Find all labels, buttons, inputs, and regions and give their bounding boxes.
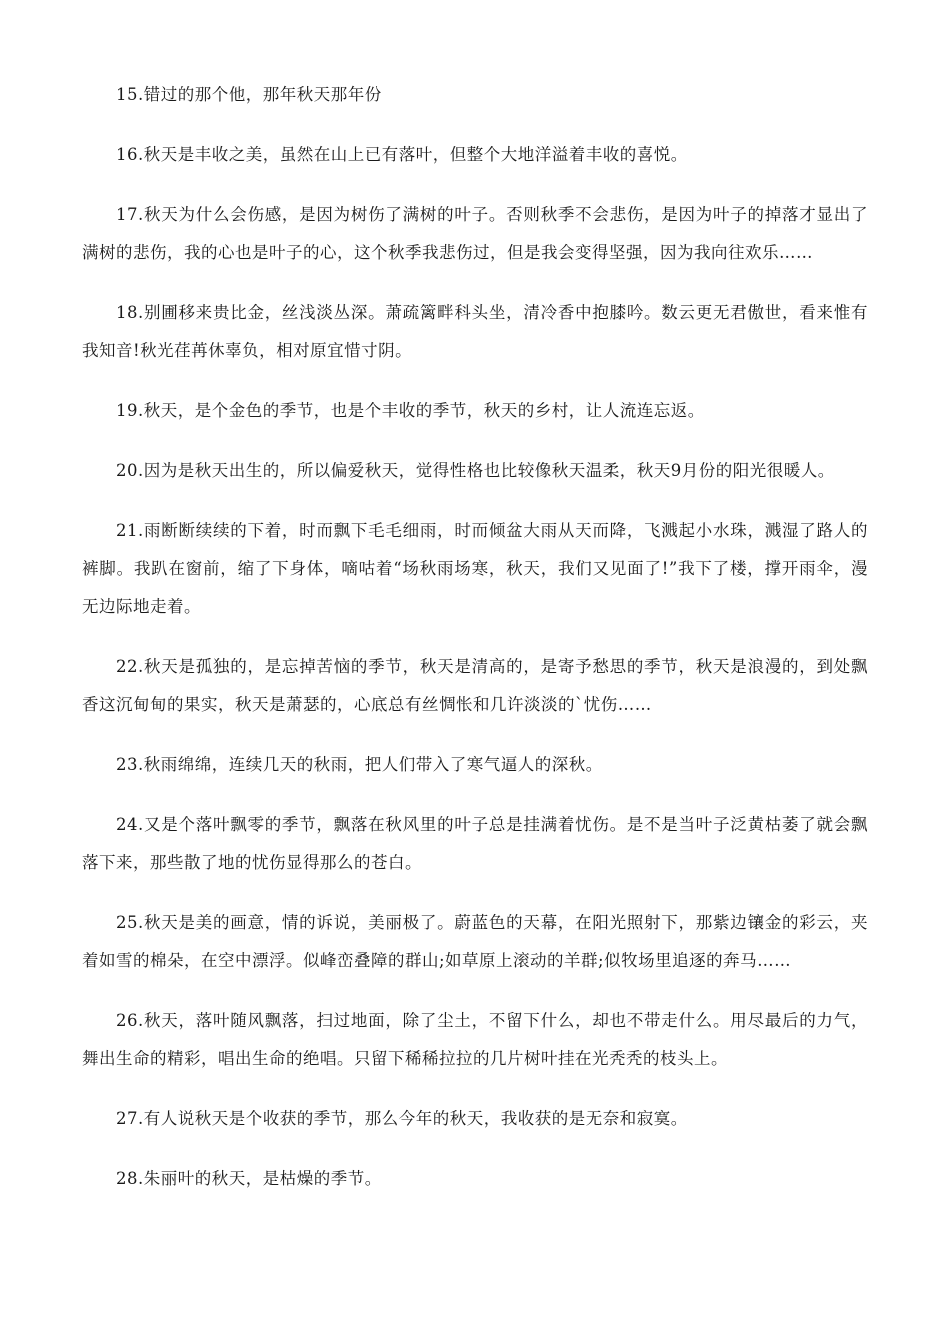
paragraph-17: 17.秋天为什么会伤感，是因为树伤了满树的叶子。否则秋季不会悲伤，是因为叶子的掉落才显出了满树的悲伤，我的心也是叶子的心，这个秋季我悲伤过，但是我会变得坚强，因为我向往欢乐……: [82, 205, 868, 262]
paragraph-18: 18.别圃移来贵比金，丝浅淡丛深。萧疏篱畔科头坐，清冷香中抱膝吟。数云更无君傲世，看来惟有我知音!秋光荏苒休辜负，相对原宜惜寸阴。: [82, 303, 868, 360]
paragraph-20: 20.因为是秋天出生的，所以偏爱秋天，觉得性格也比较像秋天温柔，秋天9月份的阳光很暖人。: [116, 461, 835, 480]
paragraph-26: 26.秋天，落叶随风飘落，扫过地面，除了尘土，不留下什么，却也不带走什么。用尽最后的力气，舞出生命的精彩，唱出生命的绝唱。只留下稀稀拉拉的几片树叶挂在光秃秃的枝头上。: [82, 1011, 868, 1068]
paragraph-25: 25.秋天是美的画意，情的诉说，美丽极了。蔚蓝色的天幕，在阳光照射下，那紫边镶金的彩云，夹着如雪的棉朵，在空中漂浮。似峰峦叠障的群山;如草原上滚动的羊群;似牧场里追逐的奔马……: [82, 913, 868, 970]
paragraph-21: 21.雨断断续续的下着，时而飘下毛毛细雨，时而倾盆大雨从天而降，飞溅起小水珠，溅湿了路人的裤脚。我趴在窗前，缩了下身体，嘀咕着“场秋雨场寒，秋天，我们又见面了!”我下了楼，撑开雨伞，漫无边际地走着。: [82, 521, 868, 616]
paragraph-22: 22.秋天是孤独的，是忘掉苦恼的季节，秋天是清高的，是寄予愁思的季节，秋天是浪漫的，到处飘香这沉甸甸的果实，秋天是萧瑟的，心底总有丝惆怅和几许淡淡的`忧伤……: [82, 657, 868, 714]
paragraph-19: 19.秋天，是个金色的季节，也是个丰收的季节，秋天的乡村，让人流连忘返。: [116, 401, 705, 420]
paragraph-23: 23.秋雨绵绵，连续几天的秋雨，把人们带入了寒气逼人的深秋。: [116, 755, 603, 774]
paragraph-27: 27.有人说秋天是个收获的季节，那么今年的秋天，我收获的是无奈和寂寞。: [116, 1109, 688, 1128]
paragraph-15: 15.错过的那个他，那年秋天那年份: [116, 85, 382, 104]
paragraph-16: 16.秋天是丰收之美，虽然在山上已有落叶，但整个大地洋溢着丰收的喜悦。: [116, 145, 688, 164]
paragraph-28: 28.朱丽叶的秋天，是枯燥的季节。: [116, 1169, 382, 1188]
paragraph-24: 24.又是个落叶飘零的季节，飘落在秋风里的叶子总是挂满着忧伤。是不是当叶子泛黄枯萎了就会飘落下来，那些散了地的忧伤显得那么的苍白。: [82, 815, 868, 872]
